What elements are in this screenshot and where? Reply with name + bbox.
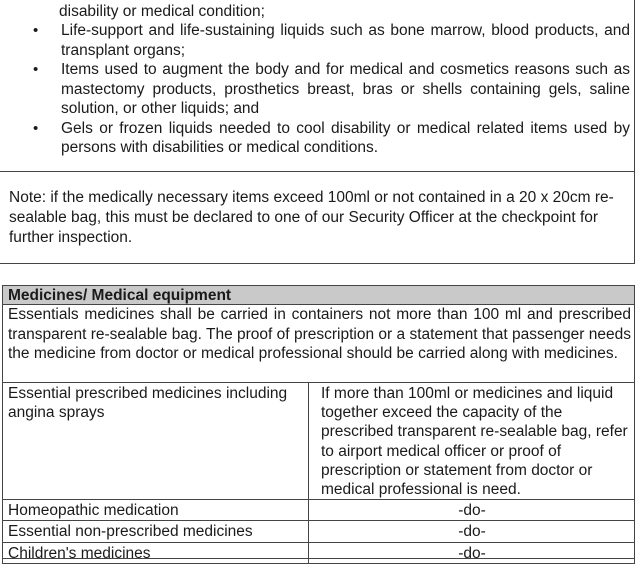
table-row (3, 521, 635, 542)
table-row (3, 500, 635, 521)
medicine-rule-cell: -do- (309, 521, 635, 542)
list-item (0, 21, 632, 60)
medicine-item-cell: Homeopathic medication (3, 500, 309, 521)
medicine-item-cell: Essential non-prescribed medicines (3, 521, 309, 542)
continuation-text: disability or medical condition; (59, 3, 265, 20)
medicines-table (2, 382, 635, 564)
bullet-text: Life-support and life-sustaining liquids such as bone marrow, blood products, and transplant organs; (61, 22, 630, 59)
medicine-rule-cell: -do- (309, 500, 635, 521)
medicines-intro: Essentials medicines shall be carried in containers not more than 100 ml and prescribed transparent re-sealable bag. The proof of prescription or a statement that passenger needs the medicine from doctor or medical professional should be carried along with medicines. (8, 306, 631, 362)
medicine-item-cell: Essential prescribed medicines including angina sprays (3, 383, 309, 500)
medicine-rule-cell: -do- (309, 542, 635, 563)
bullet-text: Items used to augment the body and for medical and cosmetics reasons such as mastectomy products, prosthetics breast, bras or shells containing gels, saline solution, or other liquids; and (61, 61, 630, 117)
checkpoint-note: Note: if the medically necessary items exceed 100ml or not contained in a 20 x 20cm re-sealable bag, this must be declared to one of our Security Officer at the checkpoint for further inspection. (9, 189, 614, 246)
bullet-icon: • (33, 22, 39, 39)
table-row (3, 383, 635, 500)
medicine-rule-cell: If more than 100ml or medicines and liquid together exceed the capacity of the prescribed transparent re-sealable bag, refer to airport medical officer or proof of prescription or statement from doctor or medical professional is need. (309, 383, 635, 500)
list-item (0, 119, 632, 158)
list-item (0, 60, 632, 119)
bullet-text: Gels or frozen liquids needed to cool disability or medical related items used by persons with disabilities or medical conditions. (61, 119, 630, 156)
table-row (3, 542, 635, 563)
section-divider (0, 171, 634, 172)
medicine-item-cell: Children's medicines (3, 542, 309, 563)
bullet-icon: • (33, 61, 39, 78)
bullet-icon: • (33, 119, 39, 137)
medicines-section-title: Medicines/ Medical equipment (3, 286, 634, 305)
exemption-bullet-list (0, 21, 632, 158)
